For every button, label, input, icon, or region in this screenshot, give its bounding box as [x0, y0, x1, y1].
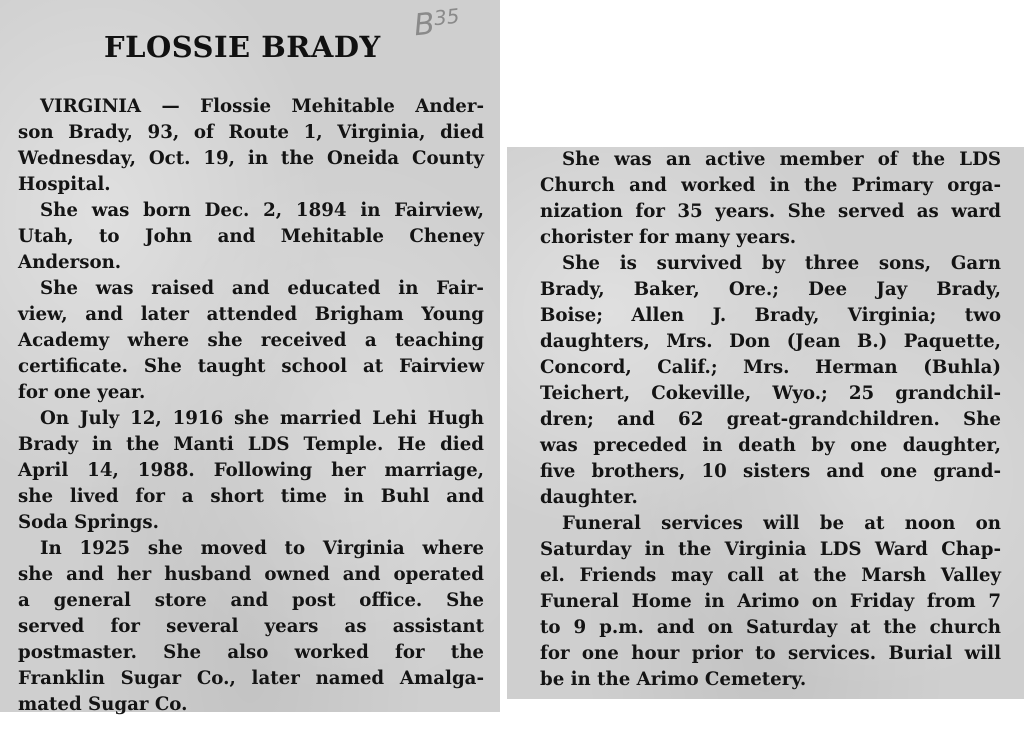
clipping-left-column [0, 0, 500, 715]
text-line: Soda Springs. [18, 512, 159, 533]
text-line: VIRGINIA — Flossie Mehitable Ander- [40, 96, 484, 117]
text-line: daughter. [540, 487, 638, 508]
text-line: On July 12, 1916 she married Lehi Hugh [40, 408, 484, 429]
text-line: postmaster. She also worked for the [18, 642, 484, 663]
text-line: Brady, Baker, Ore.; Dee Jay Brady, [540, 279, 1001, 300]
text-line: el. Friends may call at the Marsh Valley [540, 565, 1001, 586]
right-column-text [540, 147, 1001, 693]
clipping-right-column [507, 147, 1024, 699]
text-line: In 1925 she moved to Virginia where [40, 538, 484, 559]
text-line: Anderson. [18, 252, 122, 273]
paragraph [18, 406, 484, 536]
paragraph [18, 536, 484, 718]
text-line: nization for 35 years. She served as ward [540, 201, 1001, 222]
text-line: Funeral services will be at noon on [562, 513, 1001, 534]
text-line: she and her husband owned and operated [18, 564, 484, 585]
text-line: was preceded in death by one daughter, [540, 435, 1001, 456]
text-line: Franklin Sugar Co., later named Amalga- [18, 668, 484, 689]
text-line: She is survived by three sons, Garn [562, 253, 1001, 274]
text-line: be in the Arimo Cemetery. [540, 669, 807, 690]
paragraph [540, 251, 1001, 511]
paragraph [540, 147, 1001, 251]
text-line: mated Sugar Co. [18, 694, 188, 715]
text-line: certificate. She taught school at Fairview [18, 356, 484, 377]
text-line: to 9 p.m. and on Saturday at the church [540, 617, 1001, 638]
text-line: for one hour prior to services. Burial will [540, 643, 1001, 664]
text-line: Utah, to John and Mehitable Cheney [18, 226, 484, 247]
text-line: Hospital. [18, 174, 111, 195]
annotation-letter: B [412, 6, 437, 44]
text-line: she lived for a short time in Buhl and [18, 486, 484, 507]
text-line: April 14, 1988. Following her marriage, [18, 460, 484, 481]
text-line: served for several years as assistant [18, 616, 484, 637]
text-line: Teichert, Cokeville, Wyo.; 25 grandchil- [540, 383, 1001, 404]
text-line: Saturday in the Virginia LDS Ward Chap- [540, 539, 1001, 560]
text-line: Concord, Calif.; Mrs. Herman (Buhla) [540, 357, 1001, 378]
text-line: for one year. [18, 382, 146, 403]
text-line: Boise; Allen J. Brady, Virginia; two [540, 305, 1001, 326]
text-line: She was an active member of the LDS [562, 149, 1001, 170]
text-line: Wednesday, Oct. 19, in the Oneida County [18, 148, 484, 169]
paragraph [18, 94, 484, 198]
handwritten-annotation [412, 4, 461, 44]
text-line: daughters, Mrs. Don (Jean B.) Paquette, [540, 331, 1001, 352]
text-line: a general store and post office. She [18, 590, 484, 611]
text-line: Academy where she received a teaching [18, 330, 484, 351]
text-line: five brothers, 10 sisters and one grand- [540, 461, 1001, 482]
paragraph [18, 276, 484, 406]
text-line: She was born Dec. 2, 1894 in Fairview, [40, 200, 484, 221]
paragraph [540, 511, 1001, 693]
left-column-text [18, 94, 484, 718]
text-line: Church and worked in the Primary orga- [540, 175, 1001, 196]
annotation-number: 35 [432, 3, 461, 31]
text-line: She was raised and educated in Fair- [40, 278, 484, 299]
text-line: Funeral Home in Arimo on Friday from 7 [540, 591, 1001, 612]
paragraph [18, 198, 484, 276]
text-line: chorister for many years. [540, 227, 797, 248]
text-line: view, and later attended Brigham Young [18, 304, 484, 325]
text-line: son Brady, 93, of Route 1, Virginia, died [18, 122, 484, 143]
obituary-headline: FLOSSIE BRADY [104, 30, 381, 64]
text-line: dren; and 62 great-grandchildren. She [540, 409, 1001, 430]
text-line: Brady in the Manti LDS Temple. He died [18, 434, 484, 455]
